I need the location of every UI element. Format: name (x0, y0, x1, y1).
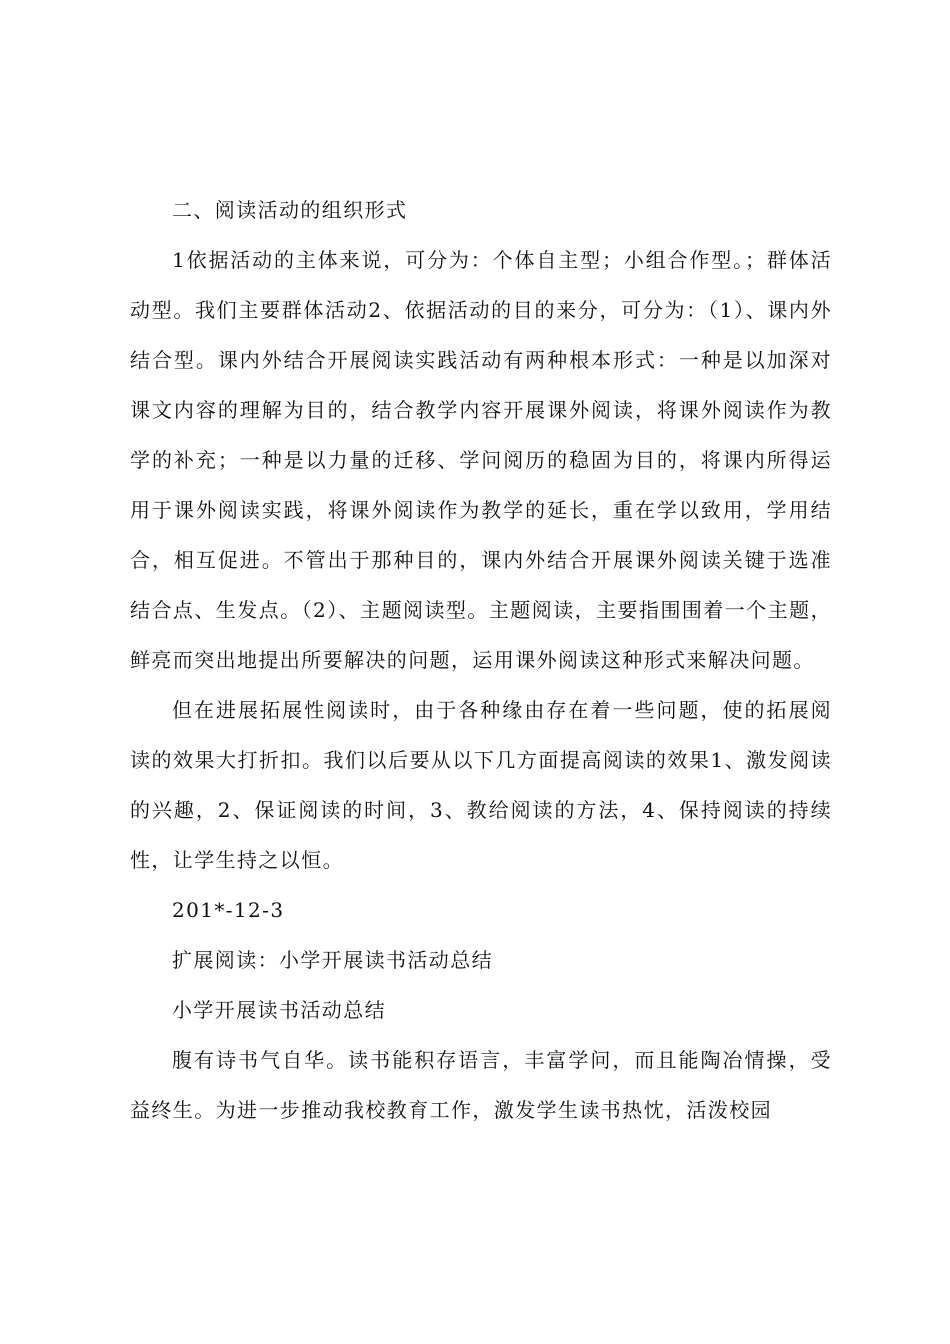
section-heading: 二、阅读活动的组织形式 (172, 198, 408, 222)
article-paragraph: 腹有诗书气自华。读书能积存语言，丰富学问，而且能陶冶情操，受益终生。为进一步推动我校教育工作，激发学生读书热忱，活泼校园 (130, 1048, 832, 1122)
extended-reading-label: 扩展阅读：小学开展读书活动总结 (172, 948, 493, 972)
document-body (130, 185, 832, 1135)
date-line: 201*-12-3 (172, 898, 285, 922)
article-title: 小学开展读书活动总结 (172, 998, 386, 1022)
paragraph-organization-forms: 1依据活动的主体来说，可分为：个体自主型；小组合作型。；群体活动型。我们主要群体活动2、依据活动的目的来分，可分为：（1）、课内外结合型。课内外结合开展阅读实践活动有两种根本形式：一种是以加深对课文内容的理解为目的，结合教学内容开展课外阅读，将课外阅读作为教学的补充；一种是以力量的迁移、学问阅历的稳固为目的，将课内所得运用于课外阅读实践，将课外阅读作为教学的延长，重在学以致用，学用结合，相互促进。不管出于那种目的，课内外结合开展课外阅读关键于选准结合点、生发点。（2）、主题阅读型。主题阅读，主要指围围着一个主题，鲜亮而突出地提出所要解决的问题，运用课外阅读这种形式来解决问题。 (130, 248, 832, 672)
paragraph-problems-improvements: 但在进展拓展性阅读时，由于各种缘由存在着一些问题，使的拓展阅读的效果大打折扣。我们以后要从以下几方面提高阅读的效果1、激发阅读的兴趣，2、保证阅读的时间，3、教给阅读的方法，4、保持阅读的持续性，让学生持之以恒。 (130, 698, 832, 872)
